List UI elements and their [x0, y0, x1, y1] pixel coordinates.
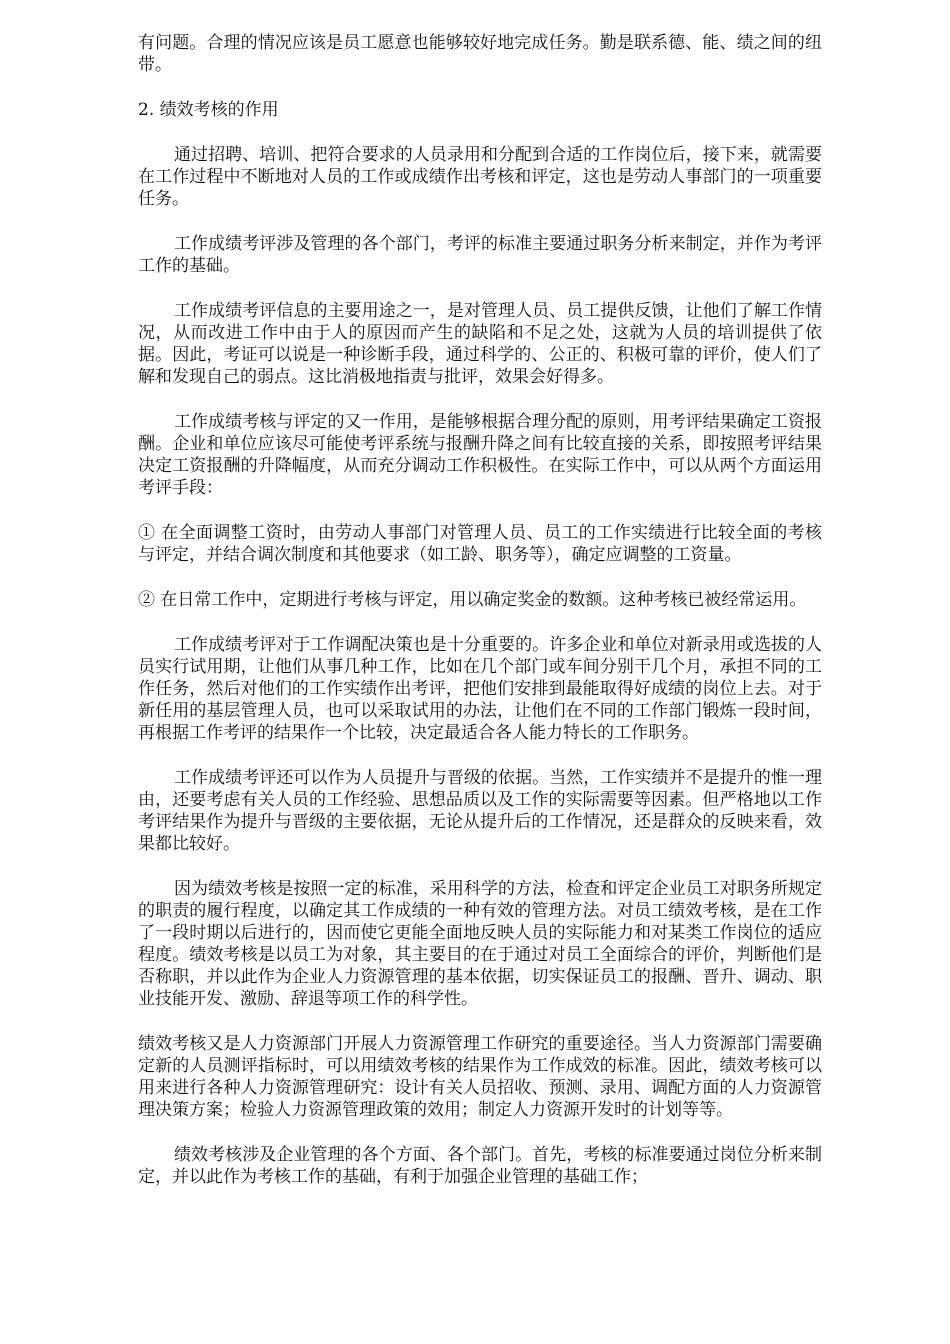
paragraph: 有问题。合理的情况应该是员工愿意也能够较好地完成任务。勤是联系德、能、绩之间的纽带。	[138, 33, 822, 75]
list-item: ① 在全面调整工资时，由劳动人事部门对管理人员、员工的工作实绩进行比较全面的考核与评定，并结合调次制度和其他要求（如工龄、职务等），确定应调整的工资量。	[138, 523, 822, 565]
paragraph: 工作成绩考评对于工作调配决策也是十分重要的。许多企业和单位对新录用或选拔的人员实行试用期，让他们从事几种工作，比如在几个部门或车间分别干几个月，承担不同的工作任务，然后对他们的工作实绩作出考评，把他们安排到最能取得好成绩的岗位上去。对于新任用的基层管理人员，也可以采取试用的办法，让他们在不同的工作部门锻炼一段时间，再根据工作考评的结果作一个比较，决定最适合各人能力特长的工作职务。	[138, 635, 822, 743]
paragraph: 工作成绩考评还可以作为人员提升与晋级的依据。当然，工作实绩并不是提升的惟一理由，还要考虑有关人员的工作经验、思想品质以及工作的实际需要等因素。但严格地以工作考评结果作为提升与晋级的主要依据，无论从提升后的工作情况，还是群众的反映来看，效果都比较好。	[138, 768, 822, 854]
document-body	[138, 32, 822, 1211]
paragraph: 工作成绩考评信息的主要用途之一，是对管理人员、员工提供反馈，让他们了解工作情况，从而改进工作中由于人的原因而产生的缺陷和不足之处，这就为人员的培训提供了依据。因此，考证可以说是一种诊断手段，通过科学的、公正的、积极可靠的评价，使人们了解和发现自己的弱点。这比消极地指责与批评，效果会好得多。	[138, 301, 822, 387]
paragraph: 工作成绩考评涉及管理的各个部门，考评的标准主要通过职务分析来制定，并作为考评工作的基础。	[138, 234, 822, 276]
paragraph: 工作成绩考核与评定的又一作用，是能够根据合理分配的原则，用考评结果确定工资报酬。企业和单位应该尽可能使考评系统与报酬升降之间有比较直接的关系，即按照考评结果决定工资报酬的升降幅度，从而充分调动工作积极性。在实际工作中，可以从两个方面运用考评手段：	[138, 412, 822, 498]
paragraph: 绩效考核又是人力资源部门开展人力资源管理工作研究的重要途径。当人力资源部门需要确定新的人员测评指标时，可以用绩效考核的结果作为工作成效的标准。因此，绩效考核可以用来进行各种人力资源管理研究：设计有关人员招收、预测、录用、调配方面的人力资源管理决策方案；检验人力资源管理政策的效用；制定人力资源开发时的计划等等。	[138, 1034, 822, 1120]
paragraph: 因为绩效考核是按照一定的标准，采用科学的方法，检查和评定企业员工对职务所规定的职责的履行程度，以确定其工作成绩的一种有效的管理方法。对员工绩效考核，是在工作了一段时期以后进行的，因而使它更能全面地反映人员的实际能力和对某类工作岗位的适应程度。绩效考核是以员工为对象，其主要目的在于通过对员工全面综合的评价，判断他们是否称职，并以此作为企业人力资源管理的基本依据，切实保证员工的报酬、晋升、调动、职业技能开发、激励、辞退等项工作的科学性。	[138, 879, 822, 1009]
paragraph: 绩效考核涉及企业管理的各个方面、各个部门。首先，考核的标准要通过岗位分析来制定，并以此作为考核工作的基础，有利于加强企业管理的基础工作；	[138, 1145, 822, 1187]
list-item: ② 在日常工作中，定期进行考核与评定，用以确定奖金的数额。这种考核已被经常运用。	[138, 590, 807, 610]
paragraph: 通过招聘、培训、把符合要求的人员录用和分配到合适的工作岗位后，接下来，就需要在工作过程中不断地对人员的工作或成绩作出考核和评定，这也是劳动人事部门的一项重要任务。	[138, 145, 822, 209]
section-heading: 2. 绩效考核的作用	[138, 100, 279, 120]
